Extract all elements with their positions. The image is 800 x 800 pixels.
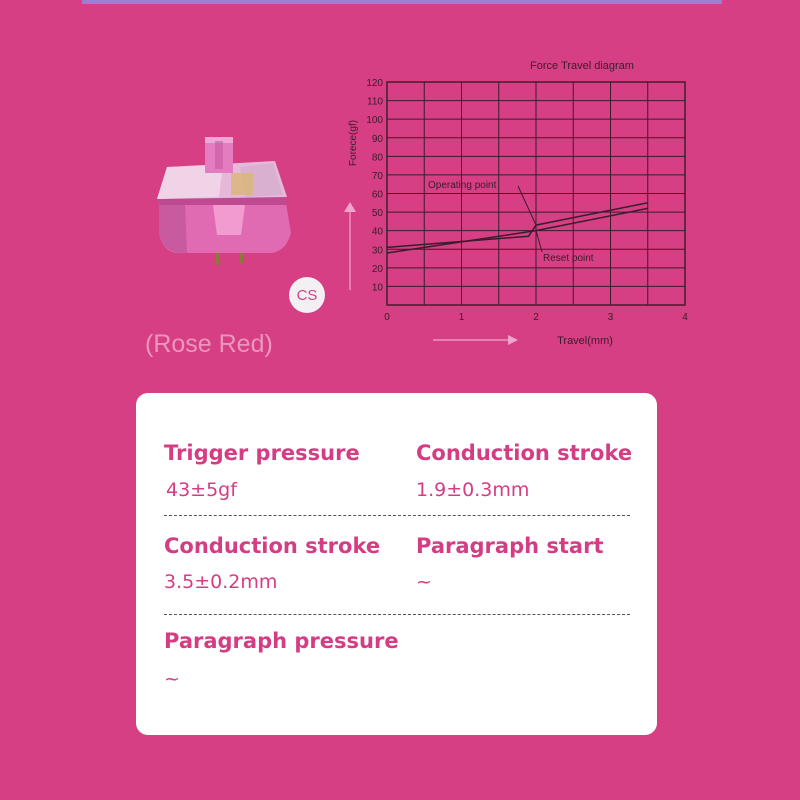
- chart-grid: [344, 82, 685, 345]
- y-tick-label: 120: [366, 78, 383, 89]
- force-travel-chart: [0, 0, 800, 390]
- conduction-stroke-label: Conduction stroke: [416, 441, 633, 465]
- paragraph-pressure-label: Paragraph pressure: [164, 629, 399, 653]
- conduction-stroke-total-label: Conduction stroke: [164, 534, 381, 558]
- product-name: (Rose Red): [145, 330, 273, 358]
- x-arrow-head-icon: [508, 335, 518, 345]
- y-tick-label: 40: [371, 226, 383, 238]
- trigger-pressure-value: 43±5gf: [166, 479, 237, 501]
- trigger-pressure-label: Trigger pressure: [164, 441, 360, 465]
- x-tick-label: 4: [682, 312, 688, 323]
- y-axis-label: Forece(gf): [348, 119, 359, 167]
- x-axis-label: Travel(mm): [557, 335, 613, 347]
- conduction-stroke-total-value: 3.5±0.2mm: [164, 571, 278, 593]
- y-tick-label: 10: [371, 282, 383, 294]
- cs-badge: CS: [289, 277, 325, 313]
- switch-illustration: [145, 125, 315, 275]
- y-tick-label: 80: [371, 152, 383, 164]
- divider: [164, 614, 630, 615]
- y-tick-label: 50: [371, 208, 383, 220]
- divider: [164, 515, 630, 516]
- y-tick-label: 20: [371, 263, 383, 275]
- conduction-stroke-value: 1.9±0.3mm: [416, 479, 530, 501]
- paragraph-start-label: Paragraph start: [416, 534, 604, 558]
- chart-labels: [348, 60, 688, 347]
- annotation-reset-point: Reset point: [543, 253, 594, 264]
- x-tick-label: 1: [458, 312, 465, 323]
- y-tick-label: 90: [371, 133, 383, 145]
- series-line-1: [387, 203, 648, 248]
- chart-title: Force Travel diagram: [530, 60, 634, 72]
- plot-frame: [387, 82, 685, 305]
- x-tick-label: 2: [533, 312, 539, 323]
- series-line-2: [387, 208, 648, 253]
- top-accent-strip: [82, 0, 722, 4]
- y-tick-label: 60: [371, 189, 383, 201]
- y-tick-label: 100: [366, 115, 383, 127]
- paragraph-start-value: ~: [416, 571, 432, 593]
- annotation-leader: [536, 231, 542, 252]
- x-tick-label: 3: [607, 312, 614, 323]
- y-tick-label: 30: [371, 245, 383, 257]
- chart-series: [387, 186, 648, 253]
- x-tick-label: 0: [384, 312, 390, 323]
- paragraph-pressure-value: ~: [164, 668, 180, 690]
- y-tick-label: 70: [371, 170, 383, 182]
- annotation-operating-point: Operating point: [428, 180, 497, 191]
- spec-card: [136, 393, 657, 735]
- y-tick-label: 110: [367, 96, 383, 108]
- y-arrow-head-icon: [344, 202, 356, 212]
- annotation-leader: [518, 186, 536, 225]
